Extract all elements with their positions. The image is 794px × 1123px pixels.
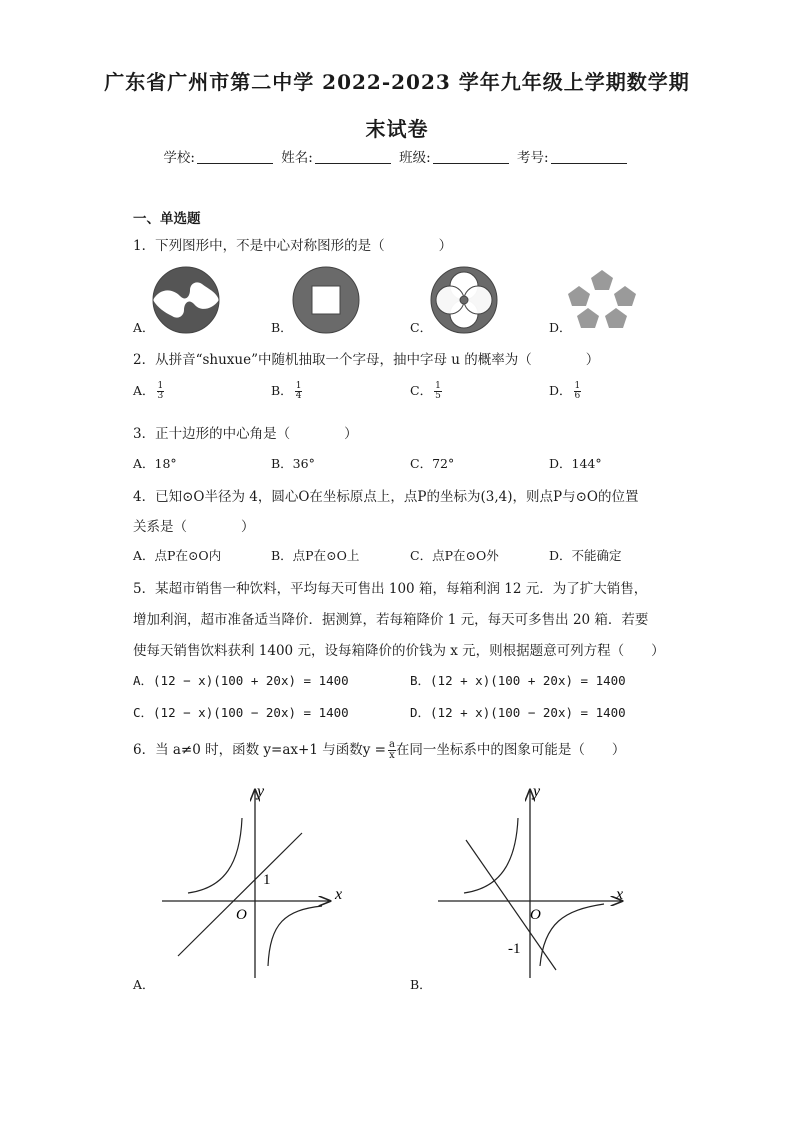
q5-option-a[interactable]: A．(12 − x)(100 + 20x) = 1400 <box>133 673 349 688</box>
numerator: 1 <box>574 381 581 391</box>
four-petal-circle-icon <box>428 266 500 334</box>
q2-option-c-label: C． <box>410 383 433 398</box>
q5-option-b[interactable]: B．(12 + x)(100 + 20x) = 1400 <box>410 673 626 688</box>
page-title-cont: 末试卷 <box>365 117 429 141</box>
class-label: 班级: <box>399 150 431 166</box>
origin-label: O <box>236 907 247 923</box>
yin-yang-like-icon <box>150 266 222 334</box>
denominator: 5 <box>435 391 441 401</box>
fraction <box>295 382 303 401</box>
q2-option-d[interactable] <box>549 381 581 401</box>
student-info-line <box>0 146 794 166</box>
q5-option-d[interactable]: D．(12 + x)(100 − 20x) = 1400 <box>410 705 626 720</box>
q4-option-d[interactable]: D．不能确定 <box>549 548 622 563</box>
name-blank[interactable] <box>315 163 391 164</box>
hyperbola-branch-lower-right <box>268 906 322 966</box>
q3-option-c[interactable]: C．72° <box>410 456 455 471</box>
denominator: 6 <box>574 391 581 401</box>
name-label: 姓名: <box>281 150 313 166</box>
q4-option-a[interactable]: A．点P在⊙O内 <box>133 548 222 563</box>
q2-option-b[interactable] <box>271 381 302 401</box>
five-pentagons-icon <box>566 266 638 334</box>
denominator: 3 <box>157 391 164 401</box>
class-blank[interactable] <box>433 163 509 164</box>
page-title: 广东省广州市第二中学 2022-2023 学年九年级上学期数学期 <box>104 70 690 94</box>
intercept-label: -1 <box>508 941 521 957</box>
y-axis-label: y <box>257 783 265 800</box>
question-1-stem: 1．下列图形中，不是中心对称图形的是（ ） <box>133 238 453 254</box>
question-5-stem-line3: 使每天销售饮料获利 1400 元，设每箱降价的价钱为 x 元，则根据题意可列方程（ ） <box>133 643 665 659</box>
question-5-stem-line1: 5．某超市销售一种饮料，平均每天可售出 100 箱，每箱利润 12 元．为了扩大销售， <box>133 581 648 597</box>
graph-b <box>428 778 638 983</box>
numerator: 1 <box>435 381 441 391</box>
exam-number-blank[interactable] <box>551 163 627 164</box>
q1-option-b[interactable]: B． <box>271 320 293 335</box>
question-4-stem-line2: 关系是（ ） <box>133 519 255 535</box>
q4-option-b[interactable]: B．点P在⊙O上 <box>271 548 360 563</box>
fraction <box>574 382 582 401</box>
question-3-stem: 3．正十边形的中心角是（ ） <box>133 426 358 442</box>
question-6-stem <box>133 738 625 761</box>
origin-label: O <box>530 907 541 923</box>
graph-a <box>150 778 360 983</box>
exam-number-label: 考号: <box>517 150 549 166</box>
question-4-stem-line1: 4．已知⊙O半径为 4，圆心O在坐标原点上，点P的坐标为(3,4)，则点P与⊙O的位置 <box>133 489 639 505</box>
q1-option-a[interactable]: A． <box>133 320 155 335</box>
q6-stem-after: 在同一坐标系中的图象可能是（ ） <box>395 742 626 758</box>
q3-option-b[interactable]: B．36° <box>271 456 315 471</box>
q2-option-a[interactable] <box>133 381 164 401</box>
q2-option-a-label: A． <box>133 383 155 398</box>
intercept-label: 1 <box>263 872 271 888</box>
q3-option-a[interactable]: A．18° <box>133 456 177 471</box>
denominator: x <box>389 750 395 761</box>
q6-option-b[interactable]: B． <box>410 977 432 992</box>
square-hole-coin-icon <box>290 266 362 334</box>
fraction-a-over-x <box>388 740 396 761</box>
x-axis-label: x <box>616 886 624 903</box>
hyperbola-branch-lower-right <box>540 904 604 966</box>
school-blank[interactable] <box>197 163 273 164</box>
school-label: 学校: <box>163 150 195 166</box>
q1-option-c[interactable]: C． <box>410 320 433 335</box>
y-axis-label: y <box>533 783 541 800</box>
q6-stem-before: 6．当 a≠0 时，函数 y=ax+1 与函数y = <box>133 742 386 758</box>
fraction <box>157 382 165 401</box>
hyperbola-branch-upper-left <box>188 818 242 893</box>
denominator: 4 <box>295 391 302 401</box>
numerator: a <box>388 739 395 750</box>
question-5-stem-line2: 增加利润，超市准备适当降价．据测算，若每箱降价 1 元，每天可多售出 20 箱．若要 <box>133 612 649 628</box>
section-title: 一、单选题 <box>133 211 201 227</box>
q2-option-c[interactable] <box>410 381 442 401</box>
numerator: 1 <box>295 381 302 391</box>
fraction <box>434 382 442 401</box>
hyperbola-branch-upper-left <box>464 818 518 893</box>
q3-option-d[interactable]: D．144° <box>549 456 602 471</box>
question-2-stem: 2．从拼音“shuxue”中随机抽取一个字母，抽中字母 u 的概率为（ ） <box>133 352 600 368</box>
q6-option-a[interactable]: A． <box>133 977 155 992</box>
numerator: 1 <box>157 381 164 391</box>
q4-option-c[interactable]: C．点P在⊙O外 <box>410 548 499 563</box>
linear-graph-line <box>178 833 302 956</box>
q2-option-b-label: B． <box>271 383 293 398</box>
x-axis-label: x <box>335 886 343 903</box>
q2-option-d-label: D． <box>549 383 572 398</box>
q5-option-c[interactable]: C．(12 − x)(100 − 20x) = 1400 <box>133 705 349 720</box>
q1-option-d[interactable]: D． <box>549 320 572 335</box>
